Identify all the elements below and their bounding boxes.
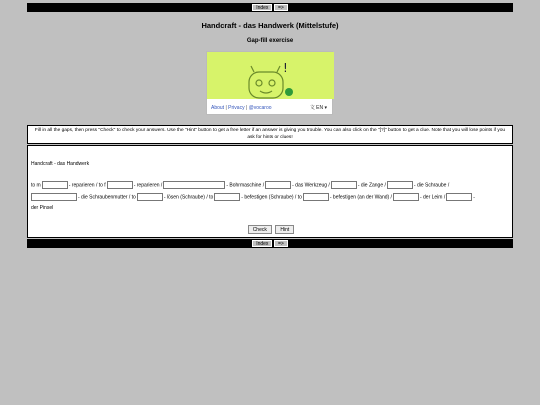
chevron-down-icon: ▾ bbox=[324, 105, 327, 111]
gap-input[interactable] bbox=[331, 181, 357, 189]
gap-line-3: der Pinsel bbox=[31, 205, 54, 211]
action-buttons bbox=[28, 225, 514, 234]
language-selector[interactable]: 文 EN ▾ bbox=[309, 105, 327, 111]
gap-input[interactable] bbox=[42, 181, 68, 189]
gap-input[interactable] bbox=[214, 193, 240, 201]
gap-input[interactable] bbox=[446, 193, 472, 201]
vocaroo-promo bbox=[206, 51, 333, 115]
instructions-box: Fill in all the gaps, then press "Check" to check your answers. Use the "Hint" button to get a free letter if an answer is giving you trouble. You can also click on the "[?]" button to get a clue. Note that you will lose points if you ask for hints or clues! bbox=[27, 125, 513, 144]
gap-input[interactable] bbox=[107, 181, 133, 189]
index-button[interactable]: Index bbox=[252, 240, 272, 247]
page-title: Handcraft - das Handwerk (Mittelstufe) bbox=[201, 21, 339, 30]
privacy-link[interactable]: Privacy bbox=[228, 105, 245, 111]
vocaroo-link[interactable]: @vocaroo bbox=[248, 105, 272, 111]
top-navbar bbox=[27, 3, 513, 12]
gap-input[interactable] bbox=[303, 193, 329, 201]
gap-input[interactable] bbox=[163, 181, 225, 189]
bottom-navbar bbox=[27, 239, 513, 248]
hint-button[interactable]: Hint bbox=[275, 225, 294, 234]
page-subtitle: Gap-fill exercise bbox=[246, 38, 294, 44]
gap-line-1: to m - reparieren / to f - reparieren / - Bohrmaschine / - das Werkzeug / - die Zange / - die Schraube / bbox=[31, 182, 450, 189]
gap-input[interactable] bbox=[265, 181, 291, 189]
exercise-title: Handcraft - das Handwerk bbox=[31, 161, 90, 167]
about-link[interactable]: About bbox=[211, 105, 225, 111]
gap-input[interactable] bbox=[387, 181, 413, 189]
svg-text:!: ! bbox=[283, 61, 288, 75]
check-button[interactable]: Check bbox=[248, 225, 272, 234]
next-button[interactable]: => bbox=[274, 4, 288, 11]
translate-icon: 文 bbox=[309, 105, 315, 111]
next-button[interactable]: => bbox=[274, 240, 288, 247]
gap-line-2: - die Schraubenmutter / to - lösen (Schraube) / to - befestigen (Schraube) / to - befestigen (an der Wand) / - der Leim / - bbox=[31, 193, 475, 201]
gap-input[interactable] bbox=[137, 193, 163, 201]
gap-input[interactable] bbox=[393, 193, 419, 201]
index-button[interactable]: Index bbox=[252, 4, 272, 11]
vocaroo-mascot-image bbox=[207, 52, 334, 99]
gap-input[interactable] bbox=[31, 193, 77, 201]
exercise-panel bbox=[27, 145, 513, 238]
promo-links: About | Privacy | @vocaroo bbox=[211, 105, 272, 111]
